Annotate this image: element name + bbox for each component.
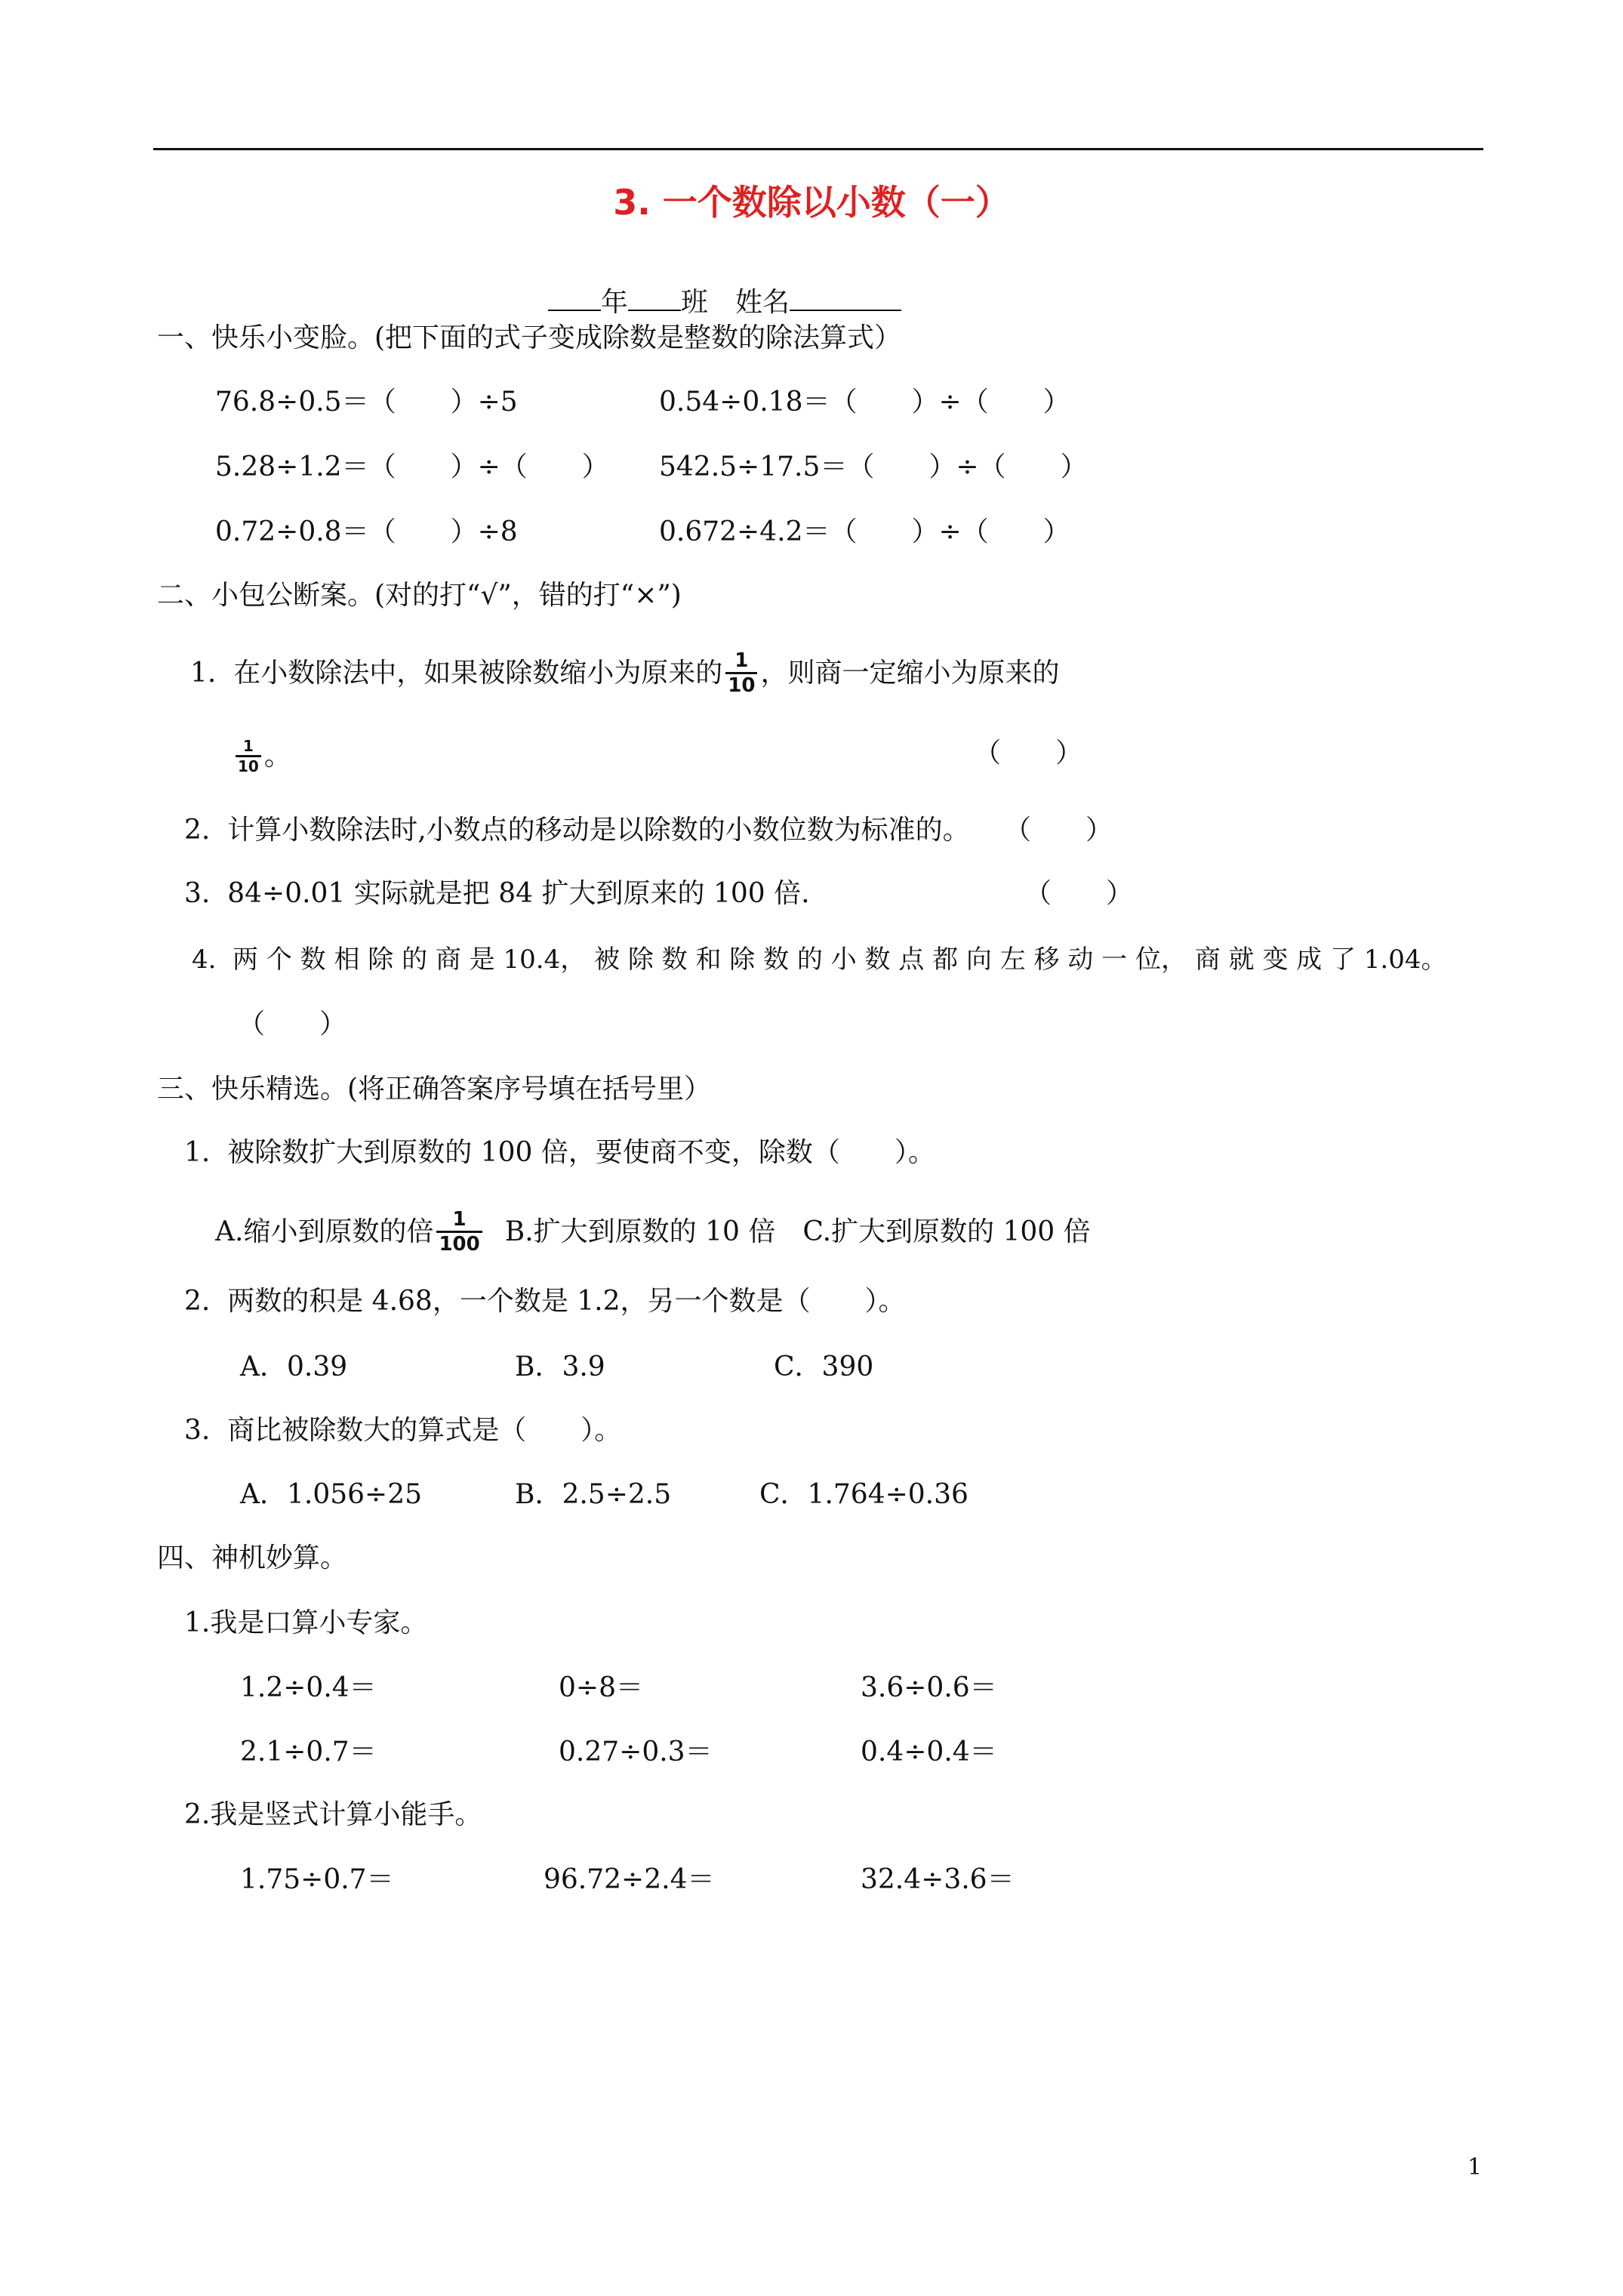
s2-question-4: 4. 两 个 数 相 除 的 商 是 10.4， 被 除 数 和 除 数 的 小 数 点 都 向 左 移 动 一 位， 商 就 变 成 了 1.04。 xyxy=(192,945,1447,975)
grade-label: 年 xyxy=(600,287,628,318)
s4-sub-2: 2.我是竖式计算小能手。 xyxy=(184,1799,482,1830)
answer-paren[interactable]: （ ） xyxy=(974,738,1083,769)
option-b[interactable]: B．3.9 xyxy=(515,1351,605,1382)
s1-item: 76.8÷0.5＝（ ）÷5 xyxy=(215,387,518,418)
mental-calc-item: 0.27÷0.3＝ xyxy=(559,1737,713,1767)
class-label: 班 xyxy=(680,287,708,318)
s2-question-1-cont: $\frac{1}{10}$ 。 xyxy=(233,738,291,774)
s4-sub-1: 1.我是口算小专家。 xyxy=(184,1607,428,1638)
s1-item: 542.5÷17.5＝（ ）÷（ ） xyxy=(659,451,1088,482)
fraction-one-hundredth: $\frac{1}{100}$ xyxy=(436,1210,482,1254)
s1-item: 0.72÷0.8＝（ ）÷8 xyxy=(215,516,518,547)
fraction-one-tenth: $\frac{1}{10}$ xyxy=(236,738,261,774)
option-a[interactable]: A．0.39 xyxy=(240,1351,348,1382)
option-b[interactable]: B.扩大到原数的 10 倍 xyxy=(504,1216,776,1247)
fraction-one-tenth: $\frac{1}{10}$ xyxy=(725,651,757,695)
section-1-heading: 一、快乐小变脸。(把下面的式子变成除数是整数的除法算式） xyxy=(157,322,902,353)
s1-item: 0.672÷4.2＝（ ）÷（ ） xyxy=(659,516,1070,547)
s3-question-3: 3. 商比被除数大的算式是（ ）。 xyxy=(184,1415,622,1446)
option-c[interactable]: C．390 xyxy=(774,1351,874,1382)
vertical-calc-item: 32.4÷3.6＝ xyxy=(861,1864,1015,1895)
option-b[interactable]: B．2.5÷2.5 xyxy=(515,1479,672,1510)
s3-question-2: 2. 两数的积是 4.68，一个数是 1.2，另一个数是（ ）。 xyxy=(184,1286,906,1317)
section-4-heading: 四、神机妙算。 xyxy=(157,1542,348,1573)
option-a[interactable]: A.缩小到原数的倍 xyxy=(215,1216,434,1247)
section-2-heading: 二、小包公断案。(对的打“√”，错的打“×”) xyxy=(157,580,682,611)
s2-question-2: 2. 计算小数除法时,小数点的移动是以除数的小数位数为标准的。 xyxy=(184,815,970,846)
page-number: 1 xyxy=(1467,2154,1483,2180)
worksheet-title: 3. 一个数除以小数（一） xyxy=(613,182,1010,223)
option-c[interactable]: C.扩大到原数的 100 倍 xyxy=(802,1216,1091,1247)
section-3-heading: 三、快乐精选。(将正确答案序号填在括号里） xyxy=(157,1074,712,1105)
answer-paren[interactable]: （ ） xyxy=(238,1009,347,1040)
mental-calc-item: 3.6÷0.6＝ xyxy=(861,1672,997,1703)
s2-question-3: 3. 84÷0.01 实际就是把 84 扩大到原来的 100 倍. xyxy=(184,878,810,909)
s2-question-1: 1. 在小数除法中，如果被除数缩小为原来的 $\frac{1}{10}$ ，则商一定缩小为原来的 xyxy=(190,649,1060,697)
class-blank[interactable] xyxy=(628,287,681,311)
name-blank[interactable] xyxy=(790,287,901,311)
s3-question-1-options xyxy=(215,1210,1091,1254)
option-a[interactable]: A．1.056÷25 xyxy=(240,1479,423,1510)
vertical-calc-item: 1.75÷0.7＝ xyxy=(240,1864,394,1895)
mental-calc-item: 0.4÷0.4＝ xyxy=(861,1737,997,1767)
answer-paren[interactable]: （ ） xyxy=(1024,878,1134,909)
grade-blank[interactable] xyxy=(548,287,601,311)
mental-calc-item: 1.2÷0.4＝ xyxy=(240,1672,377,1703)
mental-calc-item: 0÷8＝ xyxy=(559,1672,643,1703)
answer-paren[interactable]: （ ） xyxy=(1004,815,1113,846)
vertical-calc-item: 96.72÷2.4＝ xyxy=(544,1864,715,1895)
s3-question-1: 1. 被除数扩大到原数的 100 倍，要使商不变，除数（ ）。 xyxy=(184,1137,935,1168)
s1-item: 0.54÷0.18＝（ ）÷（ ） xyxy=(659,387,1070,418)
class-name-line xyxy=(531,260,901,316)
mental-calc-item: 2.1÷0.7＝ xyxy=(240,1737,377,1767)
s1-item: 5.28÷1.2＝（ ）÷（ ） xyxy=(215,451,609,482)
option-c[interactable]: C．1.764÷0.36 xyxy=(759,1479,969,1510)
name-label: 姓名 xyxy=(735,287,790,318)
top-rule xyxy=(153,148,1483,150)
